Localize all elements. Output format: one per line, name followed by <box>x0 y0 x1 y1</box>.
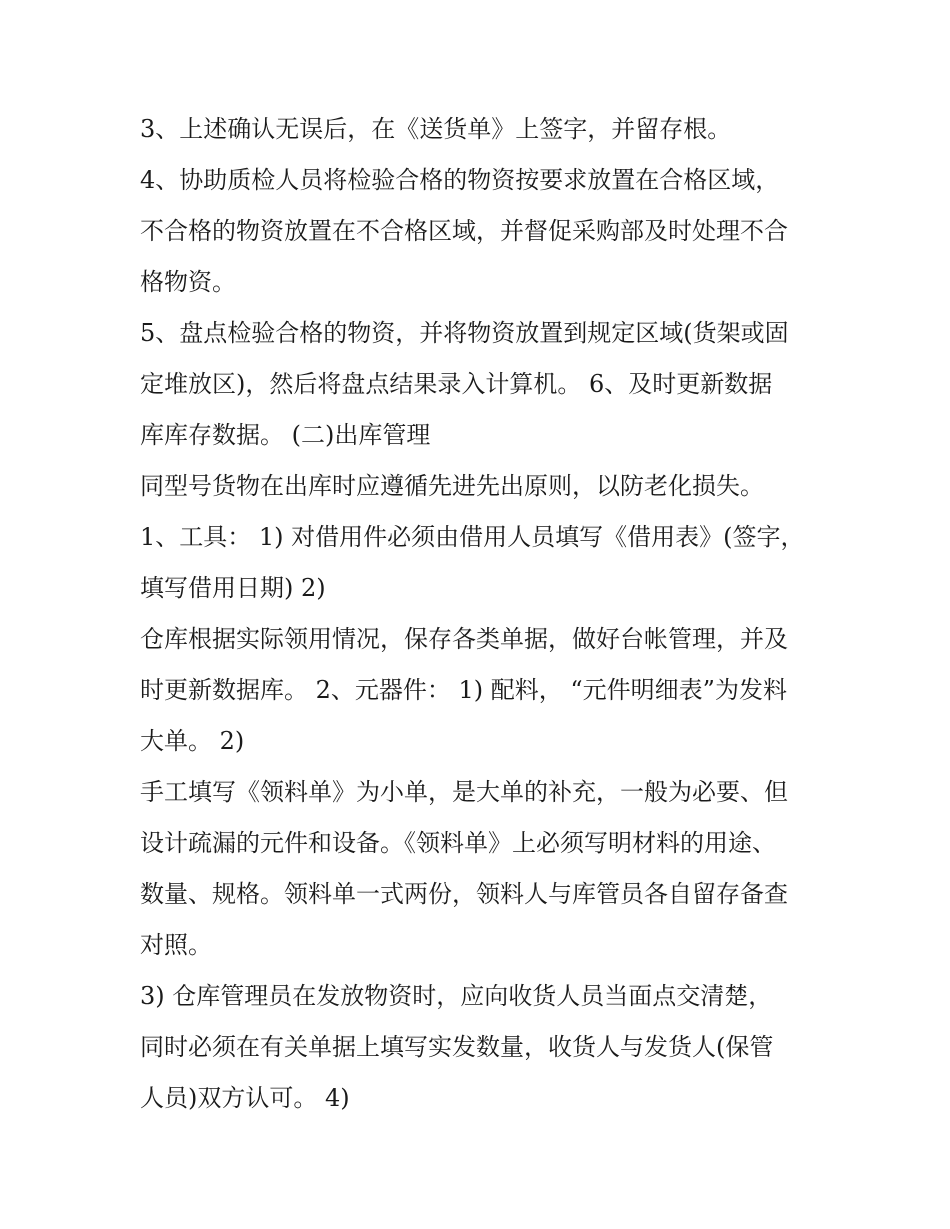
text-line: 库库存数据。 (二)出库管理 <box>140 421 431 449</box>
text-line: 手工填写《领料单》为小单，是大单的补充，一般为必要、但 <box>140 778 788 806</box>
text-line: 对照。 <box>140 931 212 959</box>
text-line: 5、盘点检验合格的物资，并将物资放置到规定区域(货架或固 <box>140 319 789 347</box>
text-line: 设计疏漏的元件和设备。《领料单》上必须写明材料的用途、 <box>140 829 776 857</box>
text-line: 3) 仓库管理员在发放物资时，应向收货人员当面点交清楚， <box>140 982 773 1010</box>
text-line: 1、工具： 1) 对借用件必须由借用人员填写《借用表》(签字， <box>140 523 805 551</box>
text-line: 仓库根据实际领用情况，保存各类单据，做好台帐管理，并及 <box>140 625 788 653</box>
text-line: 填写借用日期) 2) <box>140 574 326 602</box>
text-line: 时更新数据库。 2、元器件： 1) 配料， “元件明细表”为发料 <box>140 676 787 704</box>
text-line: 大单。 2) <box>140 727 245 755</box>
text-line: 同时必须在有关单据上填写实发数量，收货人与发货人(保管 <box>140 1033 774 1061</box>
text-line: 不合格的物资放置在不合格区域，并督促采购部及时处理不合 <box>140 217 788 245</box>
text-line: 数量、规格。领料单一式两份，领料人与库管员各自留存备查 <box>140 880 788 908</box>
text-line: 人员)双方认可。 4) <box>140 1084 350 1112</box>
text-line: 同型号货物在出库时应遵循先进先出原则，以防老化损失。 <box>140 472 764 500</box>
text-line: 3、上述确认无误后，在《送货单》上签字，并留存根。 <box>140 115 732 143</box>
text-line: 定堆放区)，然后将盘点结果录入计算机。 6、及时更新数据 <box>140 370 773 398</box>
document-body <box>140 104 820 1124</box>
text-line: 格物资。 <box>140 268 236 296</box>
text-line: 4、协助质检人员将检验合格的物资按要求放置在合格区域， <box>140 166 780 194</box>
